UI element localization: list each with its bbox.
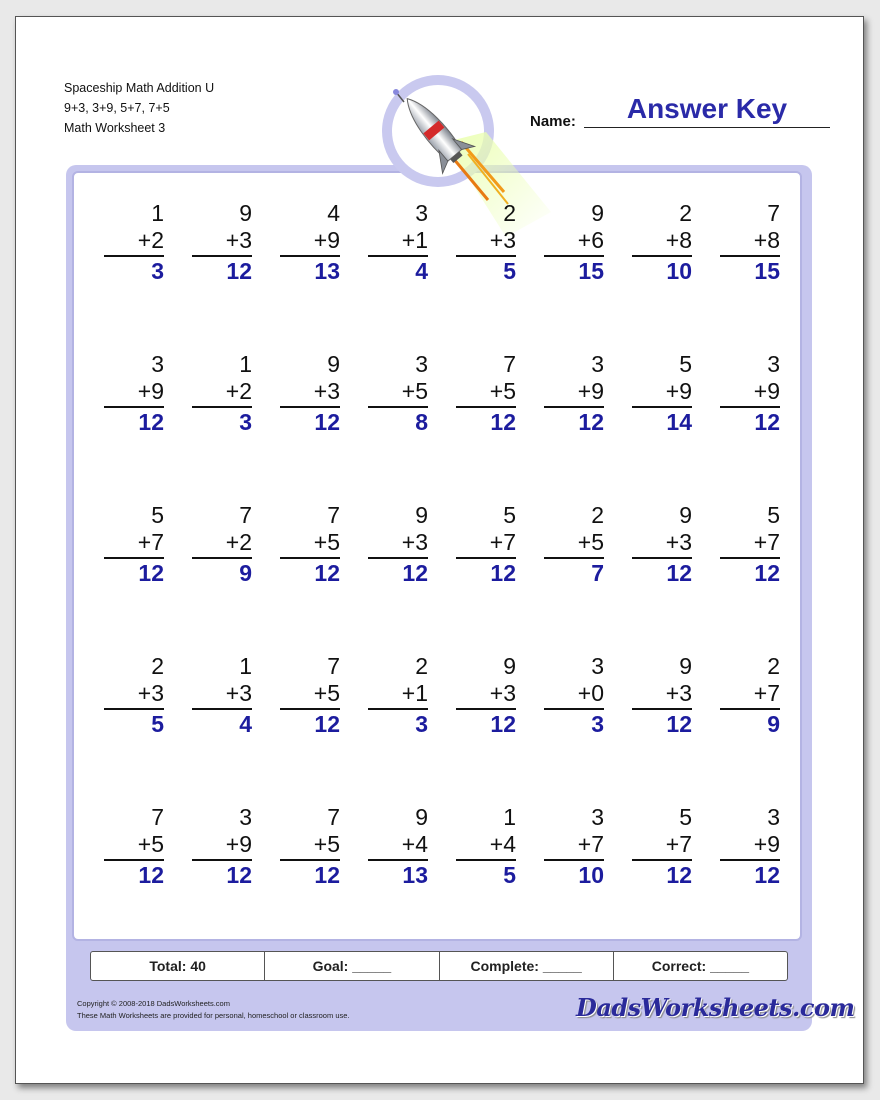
- complete-cell: Complete: _____: [440, 952, 614, 980]
- addend-bottom: +5: [280, 680, 340, 710]
- problem: [192, 351, 252, 437]
- addend-bottom: +3: [192, 680, 252, 710]
- answer: 12: [578, 409, 604, 435]
- addend-top: 3: [591, 351, 604, 377]
- addend-top: 2: [591, 502, 604, 528]
- addend-top: 3: [767, 804, 780, 830]
- problem: [456, 502, 516, 588]
- problem: [632, 502, 692, 588]
- answer: 12: [314, 409, 340, 435]
- addend-top: 9: [239, 200, 252, 226]
- addend-top: 4: [327, 200, 340, 226]
- addend-bottom: +5: [280, 529, 340, 559]
- addend-top: 5: [503, 502, 516, 528]
- total-cell: Total: 40: [91, 952, 265, 980]
- answer: 12: [138, 862, 164, 888]
- addend-bottom: +7: [720, 529, 780, 559]
- problem: [104, 804, 164, 890]
- addend-bottom: +1: [368, 680, 428, 710]
- problem: [104, 200, 164, 286]
- addend-top: 2: [503, 200, 516, 226]
- problem: [544, 351, 604, 437]
- problem: [104, 502, 164, 588]
- addend-bottom: +5: [104, 831, 164, 861]
- problem: [280, 351, 340, 437]
- addend-bottom: +3: [280, 378, 340, 408]
- answer: 13: [314, 258, 340, 284]
- worksheet-facts: 9+3, 3+9, 5+7, 7+5: [64, 101, 170, 115]
- addend-top: 3: [239, 804, 252, 830]
- problem: [368, 502, 428, 588]
- worksheet-title: Spaceship Math Addition U: [64, 81, 215, 95]
- answer: 15: [578, 258, 604, 284]
- addend-bottom: +9: [720, 378, 780, 408]
- answer: 3: [151, 258, 164, 284]
- addend-bottom: +7: [720, 680, 780, 710]
- answer: 3: [415, 711, 428, 737]
- addend-bottom: +9: [544, 378, 604, 408]
- problem: [720, 653, 780, 739]
- problem-frame: [66, 165, 855, 1031]
- addend-bottom: +5: [456, 378, 516, 408]
- answer: 12: [490, 409, 516, 435]
- problem: [368, 804, 428, 890]
- addend-bottom: +3: [368, 529, 428, 559]
- addend-top: 9: [679, 653, 692, 679]
- problem: [280, 653, 340, 739]
- addend-top: 2: [415, 653, 428, 679]
- answer: 14: [666, 409, 692, 435]
- score-bar: [90, 951, 788, 981]
- addend-top: 3: [591, 804, 604, 830]
- addend-top: 2: [767, 653, 780, 679]
- problem: [632, 351, 692, 437]
- addend-top: 7: [327, 804, 340, 830]
- addend-top: 3: [767, 351, 780, 377]
- answer: 12: [226, 258, 252, 284]
- answer: 12: [314, 711, 340, 737]
- addend-bottom: +2: [104, 227, 164, 257]
- addend-top: 7: [767, 200, 780, 226]
- answer: 12: [666, 560, 692, 586]
- answer: 15: [754, 258, 780, 284]
- addend-top: 7: [239, 502, 252, 528]
- answer: 12: [666, 711, 692, 737]
- problem: [720, 502, 780, 588]
- problem: [544, 200, 604, 286]
- addend-bottom: +6: [544, 227, 604, 257]
- addend-top: 3: [591, 653, 604, 679]
- addend-bottom: +9: [192, 831, 252, 861]
- problem: [544, 653, 604, 739]
- answer: 12: [490, 711, 516, 737]
- problem: [280, 804, 340, 890]
- answer: 9: [239, 560, 252, 586]
- goal-cell: Goal: _____: [265, 952, 439, 980]
- answer: 12: [314, 862, 340, 888]
- copyright-text: Copyright © 2008-2018 DadsWorksheets.com: [77, 999, 230, 1008]
- problem: [280, 200, 340, 286]
- problem: [456, 351, 516, 437]
- problem: [104, 351, 164, 437]
- addend-top: 2: [679, 200, 692, 226]
- answer-key-title: Answer Key: [626, 93, 788, 124]
- answer: 12: [226, 862, 252, 888]
- addend-top: 9: [679, 502, 692, 528]
- answer: 12: [666, 862, 692, 888]
- addend-bottom: +5: [280, 831, 340, 861]
- answer: 9: [767, 711, 780, 737]
- addend-bottom: +5: [544, 529, 604, 559]
- addend-top: 1: [239, 351, 252, 377]
- answer: 3: [239, 409, 252, 435]
- name-line: [584, 127, 830, 128]
- addend-bottom: +7: [104, 529, 164, 559]
- problem: [280, 502, 340, 588]
- problem: [368, 351, 428, 437]
- addend-top: 9: [327, 351, 340, 377]
- addend-bottom: +3: [456, 680, 516, 710]
- addend-bottom: +9: [632, 378, 692, 408]
- addend-bottom: +0: [544, 680, 604, 710]
- problem: [192, 502, 252, 588]
- copyright-block: [77, 998, 350, 1022]
- problem: [192, 653, 252, 739]
- answer: 4: [239, 711, 252, 737]
- addend-top: 5: [767, 502, 780, 528]
- answer: 3: [591, 711, 604, 737]
- problem: [720, 200, 780, 286]
- addend-bottom: +3: [632, 680, 692, 710]
- problem: [544, 804, 604, 890]
- answer: 5: [503, 258, 516, 284]
- addend-top: 5: [151, 502, 164, 528]
- answer: 12: [490, 560, 516, 586]
- addend-bottom: +1: [368, 227, 428, 257]
- addend-top: 5: [679, 351, 692, 377]
- addend-bottom: +3: [632, 529, 692, 559]
- addend-bottom: +2: [192, 378, 252, 408]
- addend-bottom: +4: [368, 831, 428, 861]
- addend-bottom: +9: [104, 378, 164, 408]
- problem: [720, 351, 780, 437]
- addend-top: 7: [151, 804, 164, 830]
- answer: 7: [591, 560, 604, 586]
- addend-top: 7: [503, 351, 516, 377]
- addend-bottom: +8: [720, 227, 780, 257]
- problem: [456, 653, 516, 739]
- problem: [632, 804, 692, 890]
- addend-bottom: +3: [104, 680, 164, 710]
- usage-notice: These Math Worksheets are provided for personal, homeschool or classroom use.: [77, 1011, 350, 1020]
- answer: 10: [578, 862, 604, 888]
- addend-top: 7: [327, 502, 340, 528]
- addend-top: 1: [503, 804, 516, 830]
- addend-top: 2: [151, 653, 164, 679]
- addend-bottom: +4: [456, 831, 516, 861]
- addend-bottom: +3: [192, 227, 252, 257]
- answer: 5: [503, 862, 516, 888]
- answer: 10: [666, 258, 692, 284]
- answer: 12: [754, 409, 780, 435]
- problem: [456, 804, 516, 890]
- addend-top: 1: [239, 653, 252, 679]
- addend-bottom: +9: [720, 831, 780, 861]
- problem-area: [72, 171, 802, 941]
- addend-top: 3: [151, 351, 164, 377]
- addend-bottom: +2: [192, 529, 252, 559]
- problem: [192, 200, 252, 286]
- addend-top: 3: [415, 200, 428, 226]
- addend-bottom: +8: [632, 227, 692, 257]
- answer: 12: [754, 560, 780, 586]
- addend-bottom: +7: [456, 529, 516, 559]
- answer: 12: [314, 560, 340, 586]
- worksheet-header: [64, 78, 214, 138]
- problem: [720, 804, 780, 890]
- worksheet-page: [15, 16, 864, 1084]
- problem: [456, 200, 516, 286]
- addend-top: 5: [679, 804, 692, 830]
- problem: [632, 653, 692, 739]
- addend-top: 7: [327, 653, 340, 679]
- answer: 13: [402, 862, 428, 888]
- answer: 8: [415, 409, 428, 435]
- correct-cell: Correct: _____: [651, 958, 750, 974]
- addend-top: 3: [415, 351, 428, 377]
- problem: [632, 200, 692, 286]
- answer: 12: [402, 560, 428, 586]
- addend-bottom: +7: [632, 831, 692, 861]
- problem: [192, 804, 252, 890]
- addend-top: 9: [503, 653, 516, 679]
- brand-logo: DadsWorksheets.com: [576, 993, 855, 1022]
- answer: 12: [138, 409, 164, 435]
- problem: [544, 502, 604, 588]
- problem: [368, 200, 428, 286]
- addend-top: 9: [415, 804, 428, 830]
- addend-bottom: +3: [456, 227, 516, 257]
- addend-bottom: +5: [368, 378, 428, 408]
- name-label: Name:: [530, 113, 576, 130]
- worksheet-subtitle: Math Worksheet 3: [64, 121, 166, 135]
- addend-bottom: +7: [544, 831, 604, 861]
- problem: [104, 653, 164, 739]
- answer: 12: [754, 862, 780, 888]
- addend-top: 1: [151, 200, 164, 226]
- addend-top: 9: [415, 502, 428, 528]
- answer: 4: [415, 258, 428, 284]
- addend-top: 9: [591, 200, 604, 226]
- problem: [368, 653, 428, 739]
- answer: 12: [138, 560, 164, 586]
- answer: 5: [151, 711, 164, 737]
- addend-bottom: +9: [280, 227, 340, 257]
